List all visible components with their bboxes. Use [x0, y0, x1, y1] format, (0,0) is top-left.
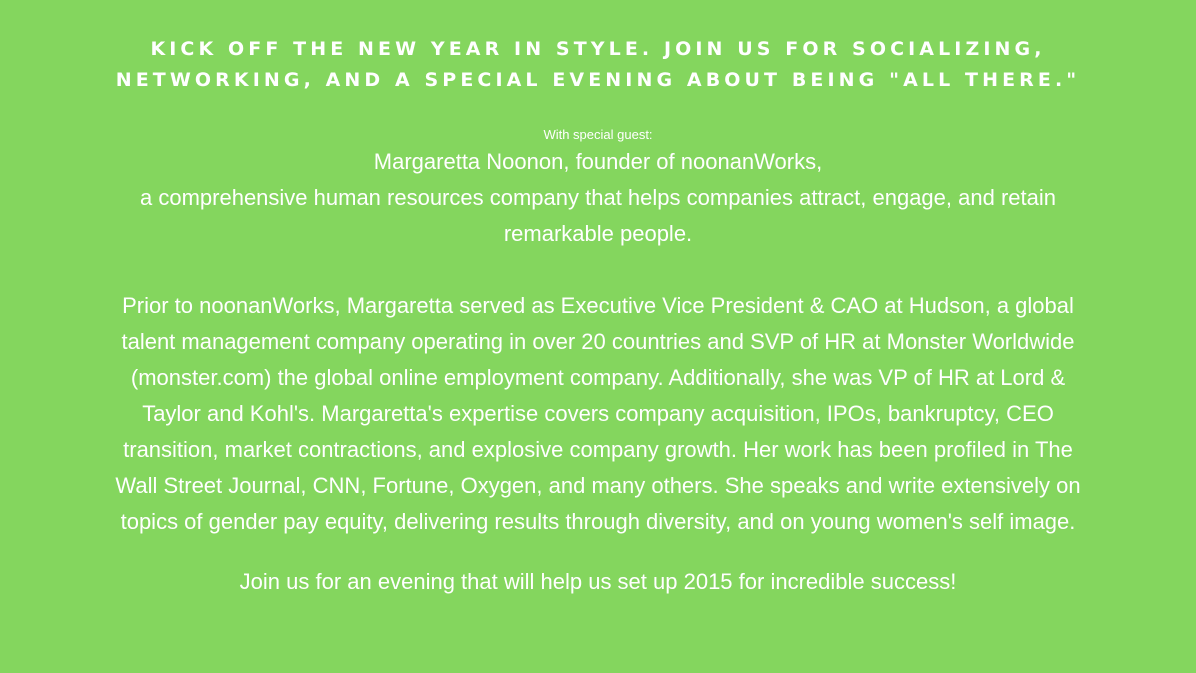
guest-introduction	[108, 144, 1088, 252]
special-guest-label: With special guest:	[543, 127, 653, 142]
headline-line-1: KICK OFF THE NEW YEAR IN STYLE. JOIN US FOR SOCIALIZING,	[150, 38, 1046, 60]
event-headline	[98, 34, 1098, 96]
closing-invitation: Join us for an evening that will help us set up 2015 for incredible success!	[239, 569, 957, 594]
guest-biography: Prior to noonanWorks, Margaretta served as Executive Vice President & CAO at Hudson, a global talent management company operating in over 20 countries and SVP of HR at Monster Worldwide (monster.com) the global online employment company. Additionally, she was VP of HR at Lord & Taylor and Kohl's. Margaretta's expertise covers company acquisition, IPOs, bankruptcy, CEO transition, market contractions, and explosive company growth. Her work has been profiled in The Wall Street Journal, CNN, Fortune, Oxygen, and many others. She speaks and write extensively on topics of gender pay equity, delivering results through diversity, and on young women's self image.	[115, 293, 1081, 534]
guest-company-description: a comprehensive human resources company that helps companies attract, engage, and retain remarkable people.	[140, 185, 1056, 246]
guest-name: Margaretta Noonon, founder of noonanWorks,	[373, 149, 823, 174]
headline-line-2: NETWORKING, AND A SPECIAL EVENING ABOUT BEING "ALL THERE."	[115, 69, 1081, 91]
